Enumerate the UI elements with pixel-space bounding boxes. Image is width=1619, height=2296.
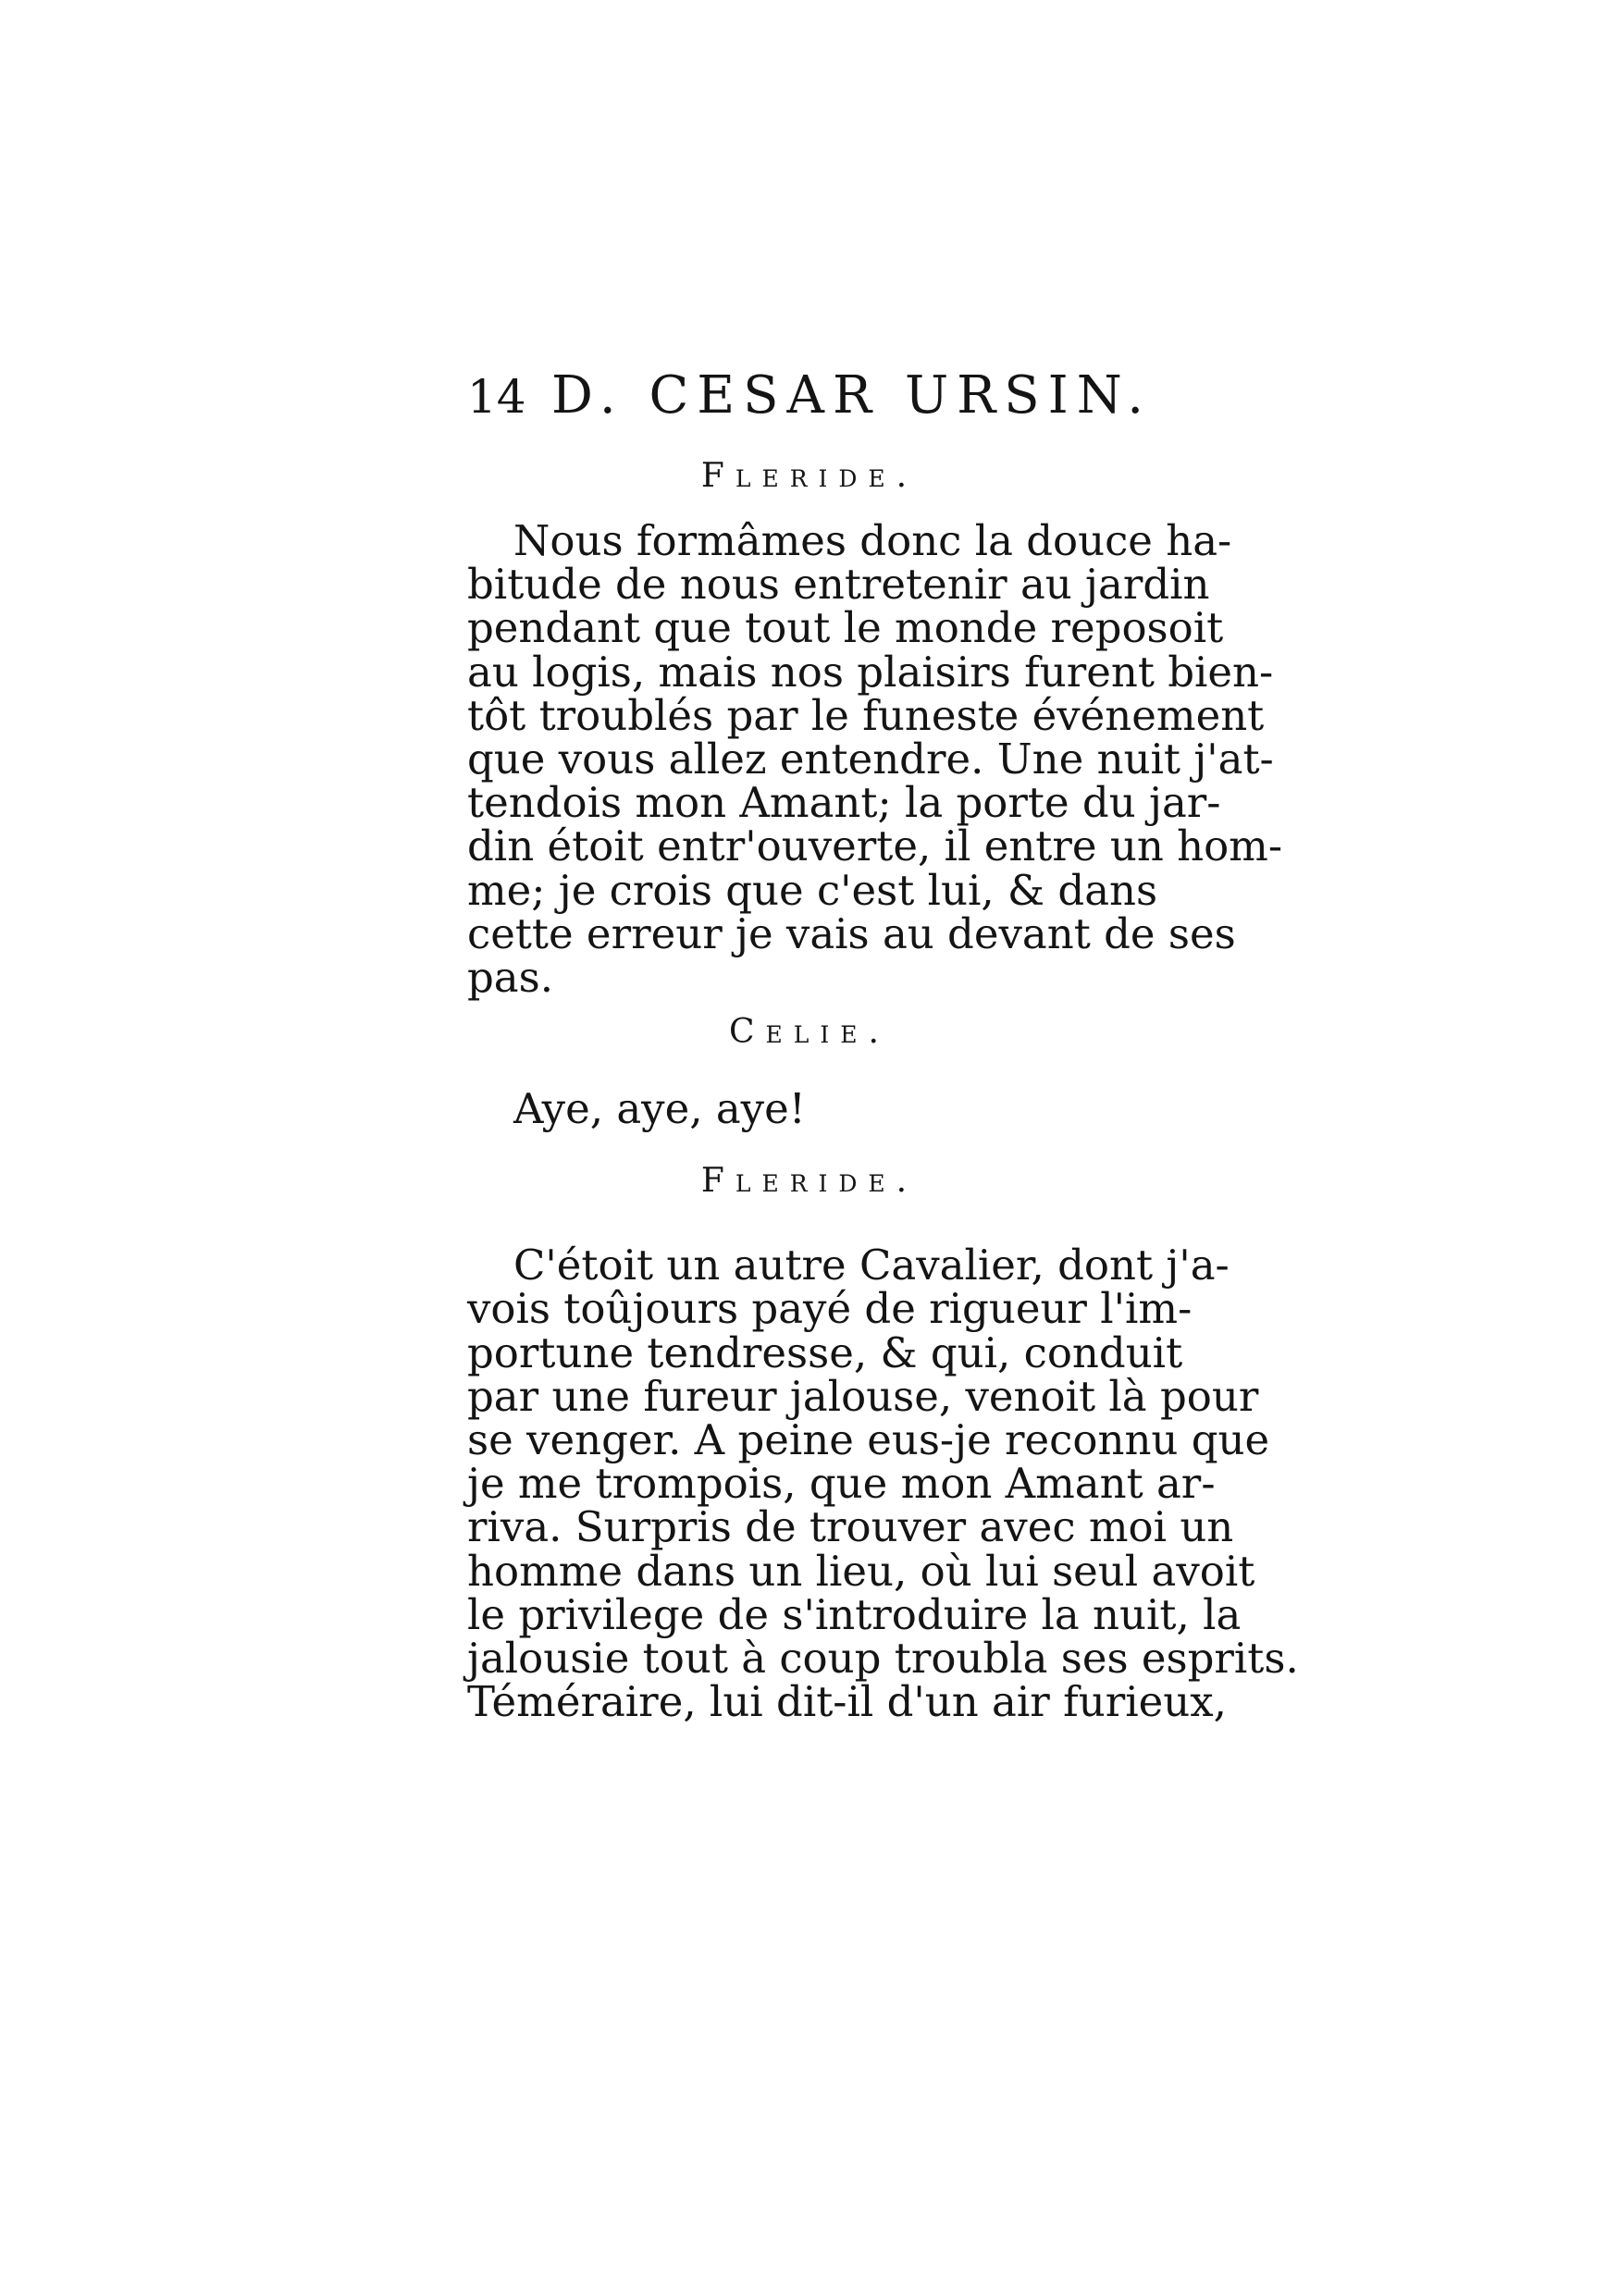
- page-number: 14: [467, 370, 526, 424]
- text-line: pas.: [467, 953, 554, 1003]
- text-line: Téméraire, lui dit-il d'un air furieux,: [467, 1677, 1227, 1727]
- text-line: jalousie tout à coup troubla ses esprits.: [467, 1634, 1299, 1684]
- speaker-heading: Celie.: [729, 1013, 890, 1052]
- running-head: [467, 365, 1152, 439]
- text-line: me; je crois que c'est lui, & dans: [467, 865, 1158, 915]
- text-line: bitude de nous entretenir au jardin: [467, 560, 1210, 610]
- text-block: [467, 365, 1299, 1727]
- text-line: tendois mon Amant; la porte du jar-: [467, 778, 1221, 828]
- text-line: que vous allez entendre. Une nuit j'at-: [467, 734, 1274, 784]
- text-line: Nous formâmes donc la douce ha-: [513, 516, 1232, 565]
- text-line: Aye, aye, aye!: [513, 1084, 806, 1134]
- running-title: D. CESAR URSIN.: [550, 365, 1152, 426]
- text-line: din étoit entr'ouverte, il entre un hom-: [467, 821, 1283, 871]
- paragraph: [467, 1086, 1152, 1132]
- paragraph: [467, 516, 1283, 1003]
- text-line: se venger. A peine eus-je reconnu que: [467, 1415, 1270, 1465]
- text-line: pendant que tout le monde reposoit: [467, 603, 1224, 653]
- text-line: par une fureur jalouse, venoit là pour: [467, 1371, 1259, 1421]
- text-line: au logis, mais nos plaisirs furent bien-: [467, 647, 1274, 697]
- speaker-heading: Fleride.: [700, 457, 919, 495]
- text-line: homme dans un lieu, où lui seul avoit: [467, 1546, 1255, 1596]
- text-line: le privilege de s'introduire la nuit, la: [467, 1589, 1242, 1639]
- speaker-heading: Fleride.: [700, 1162, 919, 1201]
- text-line: je me trompois, que mon Amant ar-: [467, 1459, 1216, 1509]
- text-line: C'étoit un autre Cavalier, dont j'a-: [513, 1241, 1230, 1290]
- text-line: vois toûjours payé de rigueur l'im-: [467, 1284, 1193, 1334]
- text-line: riva. Surpris de trouver avec moi un: [467, 1502, 1234, 1552]
- text-line: portune tendresse, & qui, conduit: [467, 1327, 1183, 1377]
- text-line: cette erreur je vais au devant de ses: [467, 908, 1236, 958]
- paragraph: [467, 1241, 1299, 1727]
- text-line: tôt troublés par le funeste événement: [467, 690, 1265, 740]
